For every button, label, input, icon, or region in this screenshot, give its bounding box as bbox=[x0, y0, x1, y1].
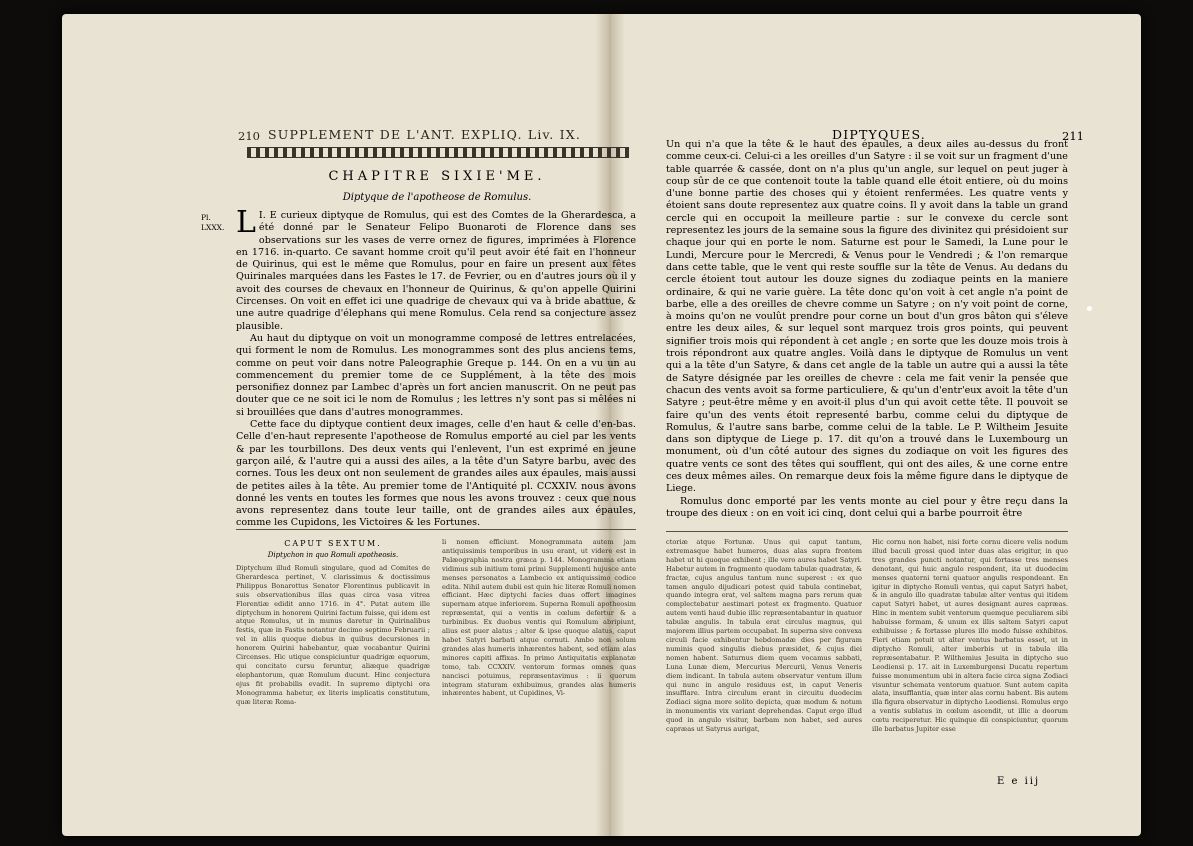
right-french-text bbox=[666, 139, 1068, 529]
right-latin-column-2: Hic cornu non habet, nisi forte cornu dicere velis nodum illud baculi grossi quod inter duas alas erigitur, in quo tres grandes puncti notantur, qui fortasse tres menses denotant, qui huic angulo respondent, ita ut duodecim menses quaterni terni quatuor angulis respondeant. En igitur in diptycho Romuli ventus, qui caput Satyri habet, & in angulo illo quadratæ tabulæ alter ventus qui itidem caput Satyri habet, ut aures designant aures capræas. Hinc in mentem subit ventorum quemque peculiarem sibi habuisse formam, & unum ex illis saltem Satyri caput exhibuisse ; & fortasse plures illo modo fuisse exhibitos. Fieri etiam potuit ut alter ventus barbatus esset, ut in diptycho Romuli, alter imberbis ut in tabula illa repræsentabatur. P. Wilthemius Jesuita in diptycho suo Leodiensi p. 17. ait in Luxemburgensi Ducatu repertum fuisse monumentum ubi in altera facie circa signa Zodiaci visuntur schemata ventorum quatuor. Sunt autem capita alata, insufflantia, quæ inter alas cornu habent. Bis autem illa figura observatur in diptycho Leodiensi. Romulus ergo a ventis sublatus in cœlum ascendit, ut illic a deorum cœtu reciperetur. Hic quinque dii conspiciuntur, quorum ille barbatus Jupiter esse bbox=[872, 538, 1068, 734]
drop-cap: L bbox=[236, 205, 256, 240]
signature-mark: E e iij bbox=[997, 776, 1041, 787]
left-paragraph-3: Cette face du diptyque contient deux images, celle d'en haut & celle d'en-bas. Celle d'en-haut represente l'apotheose de Romulus emporté au ciel par les vents & par les tourbillons. Des deux vents qui l'enlevent, l'un est exprimé en jeune garçon ailé, & l'autre qui a aussi des ailes, a la tête d'un Satyre barbu, avec des cornes. Tous les deux ont non seulement de grandes ailes aux épaules, mais aussi de petites ailes à la tête. Au premier tome de l'Antiquité pl. CCXXIV. nous avons donné les vents en toutes les formes que nous les avons trouvez : ceux que nous avons representez dans toute leur taille, ont de grandes ailes aux épaules, comme les Cupidons, les Victoires & les Fortunes. bbox=[236, 419, 636, 529]
stray-mark bbox=[1087, 306, 1092, 311]
right-text-divider bbox=[666, 531, 1068, 532]
chapter-ornament bbox=[247, 147, 629, 158]
left-paragraph-2: Au haut du diptyque on voit un monogramme composé de lettres entrelacées, qui forment le nom de Romulus. Les monogrammes sont des plus anciens tems, comme on peut voir dans notre Paleographie Greque p. 144. On en a vu un au commencement du premier tome de ce Supplément, à la tête des mois personifiez donnez par Lambec d'après un fort ancien manuscrit. On ne peut pas douter que ce ne soit ici le nom de Romulus ; les lettres n'y sont pas si mêlées ni si brouillées que dans d'autres monogrammes. bbox=[236, 332, 636, 418]
chapter-title: CHAPITRE SIXIE'ME. bbox=[328, 169, 546, 184]
chapter-subtitle: Diptyque de l'apotheose de Romulus. bbox=[342, 192, 532, 203]
left-latin-column-2: li nomen efficiunt. Monogrammata autem jam antiquissimis temporibus in usu erant, ut videre est in Palæographia nostra græca p. 144. Monogramma etiam vidimus sub initium tomi primi Supplementi hujusce ante menses personatos a Lambecio ex antiquissimo codice edita. Nihil autem dubii est quin hic literæ Romuli nomen efficiant. Hæc diptychi facies duas offert imagines supernam atque inferiorem. Superna Romuli apotheosim repræsentat, qui a ventis in cœlum defertur & a turbinibus. Ex duobus ventis qui Romulum abripiunt, alius est puer alatus ; alter & ipse quoque alatus, caput habet Satyri barbati atque cornuti. Ambo non solum grandes alas humeris inhærentes habent, sed etiam alas minores capiti affixas. In primo Antiquitatis explanatæ tomo, tab. CCXXIV. ventorum formas omnes quas nancisci potuimus, repræsentavimus : ii quorum integram staturam exhibuimus, grandes alas humeris inhærentes habent, ut Cupidines, Vi- bbox=[442, 538, 636, 698]
plate-margin-note: Pl. LXXX. bbox=[201, 213, 225, 232]
latin-chapter-subtitle: Diptychon in quo Romuli apotheosis. bbox=[267, 551, 399, 559]
running-head-right: DIPTYQUES. bbox=[832, 127, 926, 142]
page-number-left: 210 bbox=[238, 129, 260, 143]
left-text-divider bbox=[236, 529, 636, 530]
left-latin-column-1: Diptychum illud Romuli singulare, quod ad Comites de Gherardesca pertinet, V. clarissimus & doctissimus Philippus Bonarottus Senator Florentinus publicavit in suis observationibus illas quas circa vasa vitrea Florentiæ edidit anno 1716. in 4°. Putat autem ille diptychum in honorem Quirini factum fuisse, qui idem est atque Romulus, ut in munus daretur in Quirinalibus festis, quæ in Fastis notantur decimo septimo Februarii ; vel in aliis quoque diebus in quibus decursiones in honorem Quirini habebantur, quæ vocabantur Quirini Circenses. Hic utique conspiciuntur quadrigæ equorum, qui concitato cursu feruntur, aliæque quadrigæ elephantorum, quæ Romulum ducunt. Hinc conjectura ejus fit probabilis evadit. In supremo diptychi ora Monogramma habetur, ex literis implicatis constitutum, quæ literæ Roma- bbox=[236, 564, 430, 706]
book-spread bbox=[62, 14, 1141, 836]
left-french-text bbox=[236, 205, 636, 529]
right-paragraph-2: Romulus donc emporté par les vents monte au ciel pour y être reçu dans la troupe des dieux : on en voit ici cinq, dont celui qui a barbe pourroit être bbox=[666, 495, 1068, 519]
page-number-right: 211 bbox=[1062, 129, 1084, 143]
right-latin-column-1: ctoriæ atque Fortunæ. Unus qui caput tantum, extremasque habet humeros, duas alas supra frontem habet ut hi quoque exhibent ; ille vero aures habet Satyri. Habetur autem in fragmento quodam tabulæ quadratæ, & fractæ, cujus angulus tantum nunc superest : ex quo tamen angulo dijudicari potest quid tabula continebat, quando integra erat, vel saltem magna pars rerum quæ complectebatur aestimari potest ex fragmento. Quatuor autem venti haud dubie illic repræsentabantur in quatuor tabulæ angulis. In tabula erat circulus magnus, qui majorem illius partem occupabat. In superna sive convexa circuli facie exhibentur hebdomadæ dies per figuram numinis quod singulis diebus præsidet, & cujus diei nomen habent. Saturnus diem quem vocamus sabbati, Luna Lunæ diem, Mercurius Mercurii, Venus Veneris diem indicant. In tabula autem observatur ventum illum qui nunc in angulo residuus est, in caput Veneris insufflare. Intra circulum erant in circuitu duodecim Zodiaci signa more solito depicta, quæ modum & notum in monumentis vix variant deprehendas. Caput ergo illud quod in angulo visitur, barbam non habet, sed aures capræas ut Satyrus aurigat, bbox=[666, 538, 862, 734]
left-paragraph-1: L I. E curieux diptyque de Romulus, qui est des Comtes de la Gherardesca, a été donné par le Senateur Felipo Buonaroti de Florence dans ses observations sur les vases de verre ornez de figures, imprimées à Florence en 1716. in-quarto. Ce savant homme croit qu'il peut avoir été fait en l'honneur de Quirinus, qui est le même que Romulus, pour en faire un present aux fêtes Quirinales marquées dans les Fastes le 17. de Fevrier, ou en d'autres jours où il y avoit des courses de chevaux en l'honneur de Quirinus, & qu'on appelle Quirini Circenses. On voit en effet ici une quadrige de chevaux qui va à bride abattue, & une autre quadrige d'élephans qui mene Romulus. Cela rend sa conjecture assez plausible. bbox=[236, 205, 636, 332]
running-head-left: SUPPLEMENT DE L'ANT. EXPLIQ. Liv. IX. bbox=[268, 127, 582, 142]
latin-chapter-title: CAPUT SEXTUM. bbox=[284, 539, 382, 548]
right-paragraph-1: Un qui n'a que la tête & le haut des épaules, a deux ailes au-dessus du front comme ceux-ci. Celui-ci a les oreilles d'un Satyre : il se voit sur un fragment d'une table quarrée & cassée, dont on n'a plus qu'un angle, sur lequel on peut juger à coup sûr de ce que contenoit toute la table quand elle étoit entiere, où du moins d'une bonne partie des choses qui y étoient renfermées. Les quatre vents y étoient sans doute representez aux quatre coins. Il y avoit dans la table un grand cercle qui en occupoit la meilleure partie : sur le convexe du cercle sont representez les jours de la semaine sous la figure des divinitez qui présidoient sur chaque jour qui en porte le nom. Saturne est pour le Samedi, la Lune pour le Lundi, Mercure pour le Mercredi, & Venus pour le Vendredi ; & l'on remarque dans cette table, que le vent qui reste souffle sur la tête de Venus. Au dedans du cercle étoient tout autour les douze signes du zodiaque peints en la maniere ordinaire, & qui ne varie guère. La tête donc qu'on voit à cet angle n'a point de barbe, elle a des oreilles de chevre comme un Satyre ; on n'y voit point de corne, à moins qu'on ne voulût prendre pour corne un bout d'un gros bâton qui s'éleve entre les deux ailes, & sur lequel sont marquez trois gros points, qui peuvent signifier trois mois qui répondent à cet angle ; en sorte que les douze mois trois à trois répondront aux quatre angles. Voilà dans le diptyque de Romulus un vent qui a la tête d'un Satyre, & dans cet angle de la table un autre qui a aussi la tête de Satyre désignée par les oreilles de chevre : cela me fait venir la pensée que chacun des vents avoit sa forme particuliere, & qu'un d'entr'eux avoit la tête d'un Satyre ; peut-être même y en avoit-il plus d'un qui avoit cette tête. Il pouvoit se faire qu'un des vents étoit representé barbu, comme celui du diptyque de Romulus, & l'autre sans barbe, comme celui de la table. Le P. Wiltheim Jesuite dans son diptyque de Liege p. 17. dit qu'on a trouvé dans le Luxembourg un monument, où d'un côté autour des signes du zodiaque on voit les figures des quatre vents ce sont des têtes qui soufflent, qui ont des ailes, & une corne entre ces deux mêmes ailes. On remarque deux fois la même figure dans le diptyque de Liege. bbox=[666, 139, 1068, 495]
